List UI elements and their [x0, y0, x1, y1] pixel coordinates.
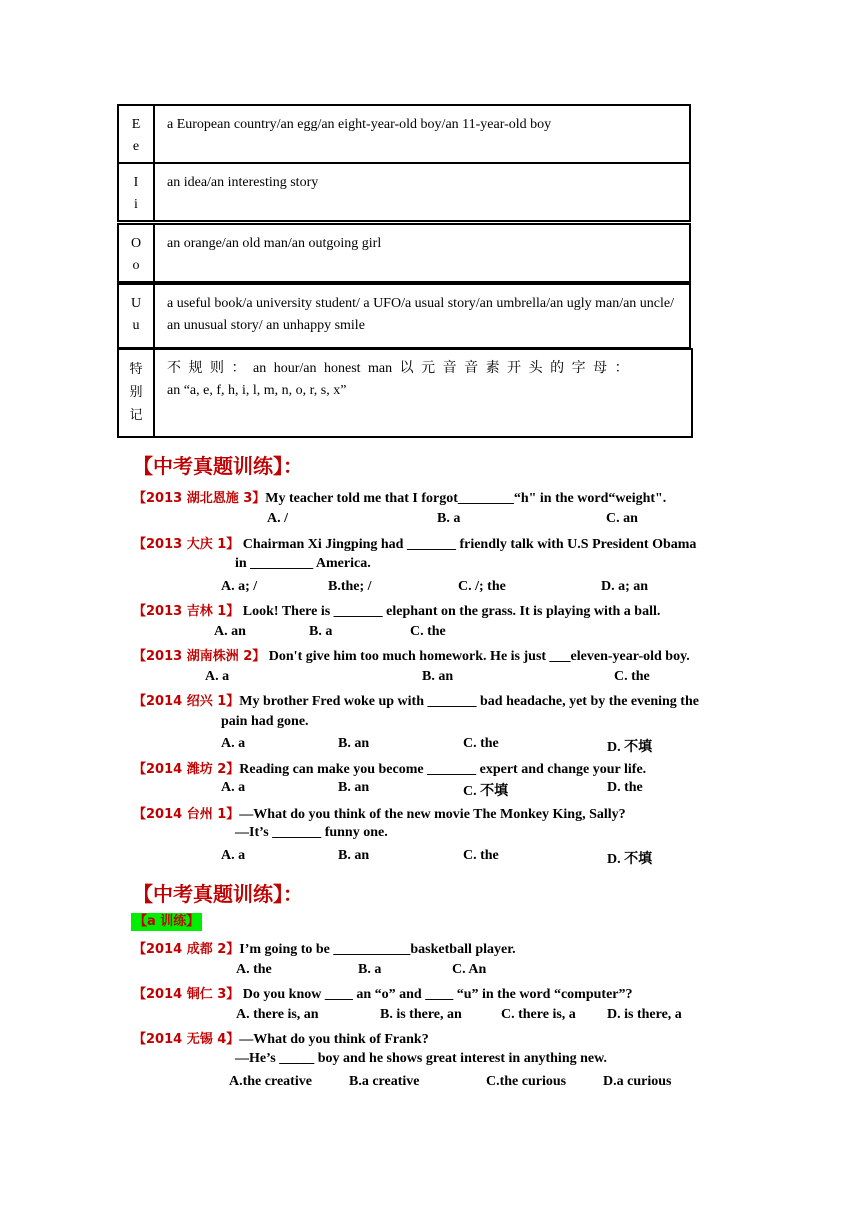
- option: B. an: [422, 669, 454, 684]
- table-row-u: [117, 283, 691, 349]
- option: C. the: [614, 669, 650, 684]
- option: C.the curious: [486, 1074, 567, 1089]
- question-stem: —What do you think of Frank?: [239, 1032, 429, 1047]
- special-example-cell: [155, 350, 691, 436]
- letter-lower: e: [132, 139, 140, 154]
- option: B. an: [338, 780, 370, 795]
- section-title-text: 【中考真题训练】: [133, 882, 283, 906]
- letter-lower: o: [132, 258, 140, 273]
- a-training-tag: 【a 训练】: [131, 913, 202, 931]
- section-title-colon: ：: [283, 454, 303, 478]
- option: D. the: [607, 780, 643, 795]
- letter-upper: E: [131, 117, 141, 132]
- question-stem: Do you know ____ an “o” and ____ “u” in the word “computer”?: [239, 987, 633, 1002]
- option: A. an: [214, 624, 246, 639]
- section-title: [133, 450, 303, 479]
- letter-lower: i: [134, 197, 138, 212]
- example-cell: an orange/an old man/an outgoing girl: [167, 236, 382, 251]
- question: [133, 803, 626, 823]
- option: A. /: [267, 511, 288, 526]
- question-source: 【2014 无锡 4】: [133, 1032, 240, 1047]
- question-stem-continued: —He’s _____ boy and he shows great interest in anything new.: [235, 1051, 607, 1066]
- option: B.a creative: [349, 1074, 420, 1089]
- question-source: 【2014 台州 1】: [133, 807, 240, 822]
- question: [133, 600, 660, 620]
- question-source: 【2014 潍坊 2】: [133, 762, 240, 777]
- letter-cell: [119, 164, 155, 220]
- table-row-i: [117, 162, 691, 222]
- special-letters-line: an “a, e, f, h, i, l, m, n, o, r, s, x”: [167, 383, 347, 398]
- table-row-o: [117, 223, 691, 283]
- special-label-char: 别: [129, 385, 143, 400]
- letter-cell: [119, 225, 155, 281]
- option: C. the: [463, 736, 499, 751]
- question-source: 【2013 湖北恩施 3】: [133, 491, 266, 506]
- question: [133, 533, 696, 553]
- option: A. a: [205, 669, 230, 684]
- section-title: [133, 878, 303, 907]
- example-cell: a useful book/a university student/ a UFO/a usual story/an umbrella/an ugly man/an uncle/an unusual story/ an unhappy smile: [167, 296, 675, 333]
- question-source: 【2013 湖南株洲 2】: [133, 649, 266, 664]
- option: A. there is, an: [236, 1007, 319, 1022]
- question-stem: My teacher told me that I forgot________“h" in the word“weight".: [265, 491, 667, 506]
- option: D.a curious: [603, 1074, 672, 1089]
- option: B. a: [358, 962, 382, 977]
- question-source: 【2013 大庆 1】: [133, 537, 240, 552]
- option: B. a: [437, 511, 461, 526]
- option: A. a: [221, 736, 246, 751]
- question: [133, 690, 699, 710]
- special-label-char: 记: [129, 408, 143, 423]
- option: D. a; an: [601, 579, 649, 594]
- question-stem-continued: —It’s _______ funny one.: [235, 825, 388, 840]
- option: A. the: [236, 962, 272, 977]
- question-source: 【2014 铜仁 3】: [133, 987, 240, 1002]
- question: [133, 758, 646, 778]
- question-stem-continued: pain had gone.: [221, 714, 309, 729]
- option: B. is there, an: [380, 1007, 462, 1022]
- question-stem: Chairman Xi Jingping had _______ friendly talk with U.S President Obama: [239, 537, 697, 552]
- option: D. 不填: [607, 740, 653, 755]
- option: B.the; /: [328, 579, 372, 594]
- example-cell: a European country/an egg/an eight-year-old boy/an 11-year-old boy: [167, 117, 552, 132]
- question: [133, 983, 633, 1003]
- option: A. a: [221, 780, 246, 795]
- question: [133, 487, 666, 507]
- question: [133, 1028, 429, 1048]
- table-row-e: [117, 104, 691, 164]
- option: C. /; the: [458, 579, 506, 594]
- question-source: 【2014 成都 2】: [133, 942, 240, 957]
- question-stem: Reading can make you become _______ expert and change your life.: [239, 762, 647, 777]
- option: B. a: [309, 624, 333, 639]
- option: C. 不填: [463, 784, 509, 799]
- section-title-colon: ：: [283, 882, 303, 906]
- option: C. the: [410, 624, 446, 639]
- letter-cell: [119, 106, 155, 162]
- option: B. an: [338, 736, 370, 751]
- option: C. An: [452, 962, 487, 977]
- letter-upper: O: [130, 236, 142, 251]
- option: A. a; /: [221, 579, 258, 594]
- question: [133, 645, 690, 665]
- question-source: 【2014 绍兴 1】: [133, 694, 240, 709]
- option: A.the creative: [229, 1074, 312, 1089]
- question-stem: I’m going to be ___________basketball player.: [239, 942, 516, 957]
- table-row-special: [117, 348, 693, 438]
- question-stem: Look! There is _______ elephant on the grass. It is playing with a ball.: [239, 604, 661, 619]
- option: D. is there, a: [607, 1007, 682, 1022]
- question-stem: Don't give him too much homework. He is just ___eleven-year-old boy.: [265, 649, 690, 664]
- question: [133, 938, 516, 958]
- special-label-char: 特: [129, 362, 143, 377]
- question-source: 【2013 吉林 1】: [133, 604, 240, 619]
- question-stem: My brother Fred woke up with _______ bad headache, yet by the evening the: [239, 694, 699, 709]
- option: C. the: [463, 848, 499, 863]
- letter-lower: u: [132, 318, 140, 333]
- letter-cell: [119, 285, 155, 347]
- section-title-text: 【中考真题训练】: [133, 454, 283, 478]
- special-label-cell: [119, 350, 155, 436]
- option: C. there is, a: [501, 1007, 576, 1022]
- letter-upper: I: [133, 175, 139, 190]
- special-rule-line: 不 规 则 ： an hour/an honest man 以 元 音 音 素 开 头 的 字 母 ：: [167, 361, 629, 376]
- option: C. an: [606, 511, 638, 526]
- question-stem: —What do you think of the new movie The Monkey King, Sally?: [239, 807, 626, 822]
- option: B. an: [338, 848, 370, 863]
- option: D. 不填: [607, 852, 653, 867]
- option: A. a: [221, 848, 246, 863]
- question-stem-continued: in _________ America.: [235, 556, 371, 571]
- letter-upper: U: [130, 296, 142, 311]
- example-cell: an idea/an interesting story: [167, 175, 319, 190]
